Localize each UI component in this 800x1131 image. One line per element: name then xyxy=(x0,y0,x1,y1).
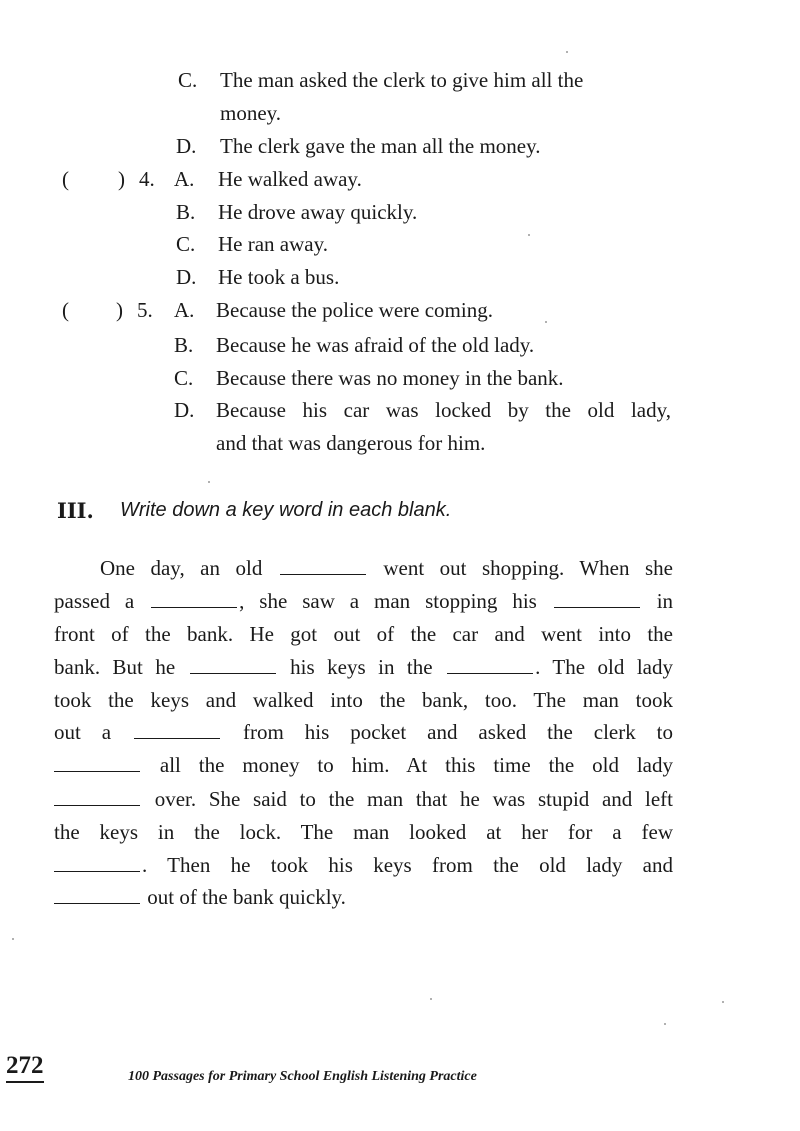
blank-8[interactable] xyxy=(54,787,140,806)
scan-speck xyxy=(566,51,568,53)
q3-option-d-letter: D. xyxy=(176,134,197,158)
passage-line-10 xyxy=(54,852,673,878)
blank-4[interactable] xyxy=(190,655,276,674)
q4-option-d-letter: D. xyxy=(176,265,197,289)
passage-line-5 xyxy=(54,687,673,713)
q5-option-a-letter: A. xyxy=(174,298,195,322)
q4-answer-paren-close: ) xyxy=(118,167,125,191)
q5-option-d-text-line1: Because his car was locked by the old lady, xyxy=(216,398,671,422)
passage-line-6 xyxy=(54,719,673,745)
passage-text: went out shopping. When she xyxy=(383,556,673,580)
passage-text: out a xyxy=(54,720,112,744)
blank-9[interactable] xyxy=(54,853,140,872)
q5-option-b-text: Because he was afraid of the old lady. xyxy=(216,333,535,357)
scan-speck xyxy=(208,481,210,483)
passage-line-7 xyxy=(54,752,673,778)
passage-text: bank. But he xyxy=(54,655,176,679)
q5-option-c-text: Because there was no money in the bank. xyxy=(216,366,564,390)
passage-text: from his pocket and asked the clerk to xyxy=(243,720,674,744)
q4-option-c-text: He ran away. xyxy=(218,232,328,256)
passage-text: . The old lady xyxy=(535,655,674,679)
q5-answer-paren-close: ) xyxy=(116,298,123,322)
q4-answer-paren-open: ( xyxy=(62,167,69,191)
section-instruction: Write down a key word in each blank. xyxy=(120,499,452,521)
q5-option-d-text-line2: and that was dangerous for him. xyxy=(216,431,486,455)
blank-6[interactable] xyxy=(134,720,220,739)
passage-line-11 xyxy=(54,884,673,910)
blank-1[interactable] xyxy=(280,556,366,575)
q4-option-d-text: He took a bus. xyxy=(218,265,340,289)
scan-speck xyxy=(12,938,14,940)
scan-speck xyxy=(528,234,530,236)
q5-number: 5. xyxy=(137,298,153,322)
passage-text: out of the bank quickly. xyxy=(147,885,346,909)
q4-option-a-text: He walked away. xyxy=(218,167,362,191)
passage-line-8 xyxy=(54,786,673,812)
passage-line-4 xyxy=(54,654,673,680)
blank-2[interactable] xyxy=(151,589,237,608)
passage-text: front of the bank. He got out of the car and went into the xyxy=(54,622,673,646)
passage-text: One day, an old xyxy=(100,556,263,580)
scan-speck xyxy=(664,1023,666,1025)
q4-option-c-letter: C. xyxy=(176,232,196,256)
section-number: III. xyxy=(57,498,94,523)
blank-5[interactable] xyxy=(447,655,533,674)
blank-3[interactable] xyxy=(554,589,640,608)
q3-option-d-text: The clerk gave the man all the money. xyxy=(220,134,541,158)
blank-7[interactable] xyxy=(54,753,140,772)
passage-text: in xyxy=(656,589,674,613)
passage-text: all the money to him. At this time the old lady xyxy=(159,753,673,777)
passage-line-1 xyxy=(100,555,673,581)
passage-line-9 xyxy=(54,819,673,845)
book-title: 100 Passages for Primary School English Listening Practice xyxy=(128,1069,477,1084)
q5-option-a-text: Because the police were coming. xyxy=(216,298,493,322)
q4-option-b-letter: B. xyxy=(176,200,196,224)
q5-option-c-letter: C. xyxy=(174,366,194,390)
passage-text: over. She said to the man that he was stupid and left xyxy=(154,787,674,811)
passage-line-3 xyxy=(54,621,673,647)
q4-number: 4. xyxy=(139,167,155,191)
scan-speck xyxy=(545,321,547,323)
scan-speck xyxy=(430,998,432,1000)
blank-10[interactable] xyxy=(54,885,140,904)
passage-text: took the keys and walked into the bank, too. The man took xyxy=(54,688,673,712)
q3-option-c-text-line1: The man asked the clerk to give him all the xyxy=(220,68,584,92)
q5-answer-paren-open: ( xyxy=(62,298,69,322)
q5-option-d-letter: D. xyxy=(174,398,195,422)
passage-text: passed a xyxy=(54,589,135,613)
page-number: 272 xyxy=(6,1052,44,1083)
q4-option-a-letter: A. xyxy=(174,167,195,191)
q4-option-b-text: He drove away quickly. xyxy=(218,200,418,224)
q5-option-b-letter: B. xyxy=(174,333,194,357)
passage-text: the keys in the lock. The man looked at her for a few xyxy=(54,820,673,844)
passage-text: his keys in the xyxy=(290,655,433,679)
passage-text: , she saw a man stopping his xyxy=(239,589,537,613)
scan-speck xyxy=(722,1001,724,1003)
passage-text: . Then he took his keys from the old lady and xyxy=(142,853,673,877)
passage-line-2 xyxy=(54,588,673,614)
q3-option-c-letter: C. xyxy=(178,68,198,92)
q3-option-c-text-line2: money. xyxy=(220,101,282,125)
